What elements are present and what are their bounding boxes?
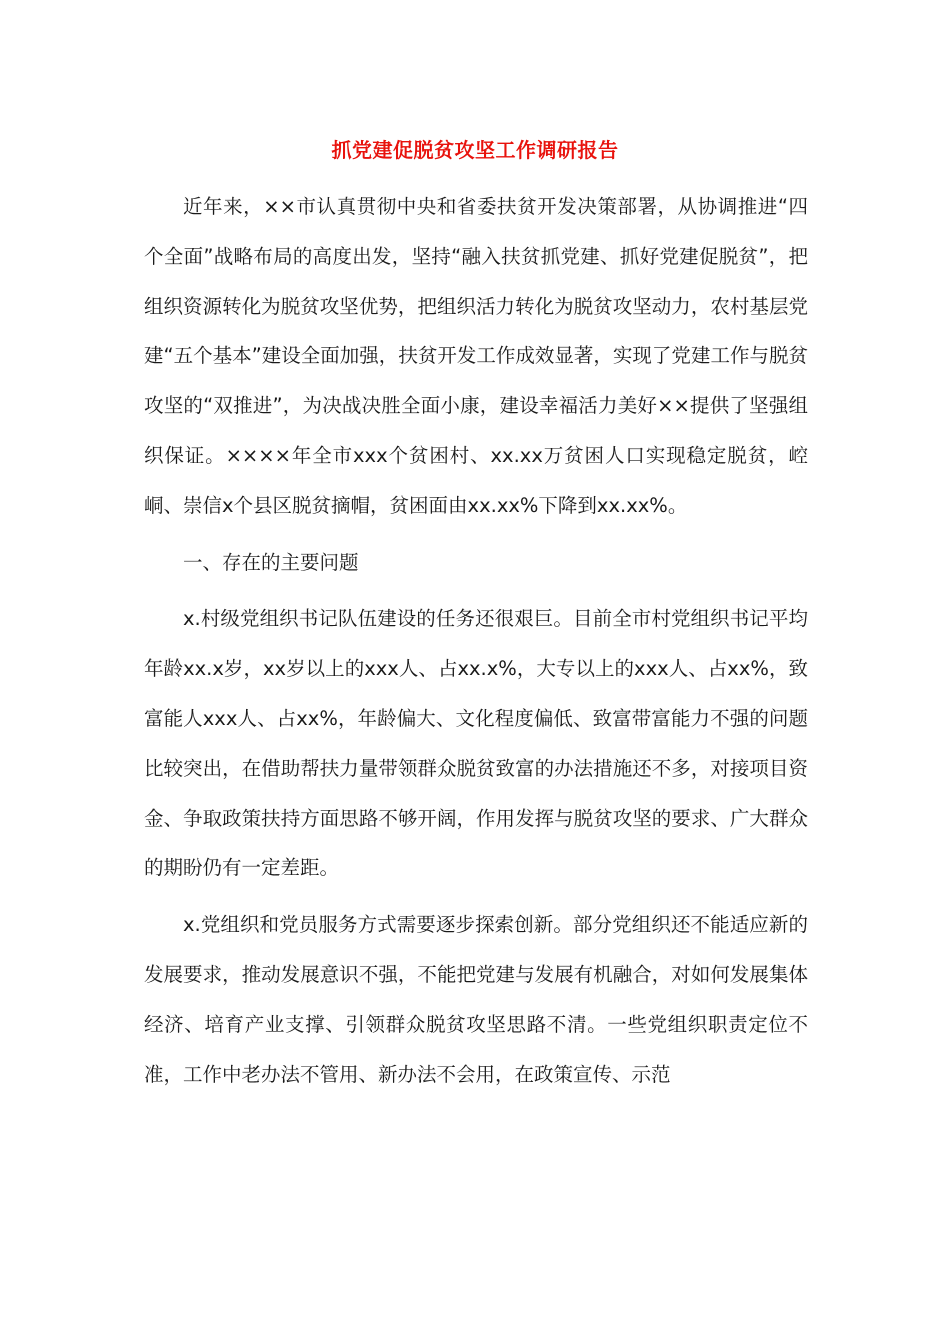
document-title: 抓党建促脱贫攻坚工作调研报告	[331, 138, 619, 162]
section-heading-main-problems: 一、存在的主要问题	[183, 550, 359, 574]
document-body	[144, 182, 808, 1099]
paragraph-problem-2: x.党组织和党员服务方式需要逐步探索创新。部分党组织还不能适应新的发展要求，推动发展意识不强，不能把党建与发展有机融合，对如何发展集体经济、培育产业支撑、引领群众脱贫攻坚思路不清。一些党组织职责定位不准，工作中老办法不管用、新办法不会用，在政策宣传、示范	[144, 913, 808, 1086]
paragraph-intro: 近年来，××市认真贯彻中央和省委扶贫开发决策部署，从协调推进“四个全面”战略布局的高度出发，坚持“融入扶贫抓党建、抓好党建促脱贫”，把组织资源转化为脱贫攻坚优势，把组织活力转化为脱贫攻坚动力，农村基层党建“五个基本”建设全面加强，扶贫开发工作成效显著，实现了党建工作与脱贫攻坚的“双推进”，为决战决胜全面小康，建设幸福活力美好××提供了坚强组织保证。××××年全市xxx个贫困村、xx.xx万贫困人口实现稳定脱贫，崆峒、崇信x个县区脱贫摘帽，贫困面由xx.xx%下降到xx.xx%。	[144, 195, 808, 517]
paragraph-problem-1: x.村级党组织书记队伍建设的任务还很艰巨。目前全市村党组织书记平均年龄xx.x岁，xx岁以上的xxx人、占xx.x%，大专以上的xxx人、占xx%，致富能人xxx人、占xx%，年龄偏大、文化程度偏低、致富带富能力不强的问题比较突出，在借助帮扶力量带领群众脱贫致富的办法措施还不多，对接项目资金、争取政策扶持方面思路不够开阔，作用发挥与脱贫攻坚的要求、广大群众的期盼仍有一定差距。	[144, 607, 808, 880]
